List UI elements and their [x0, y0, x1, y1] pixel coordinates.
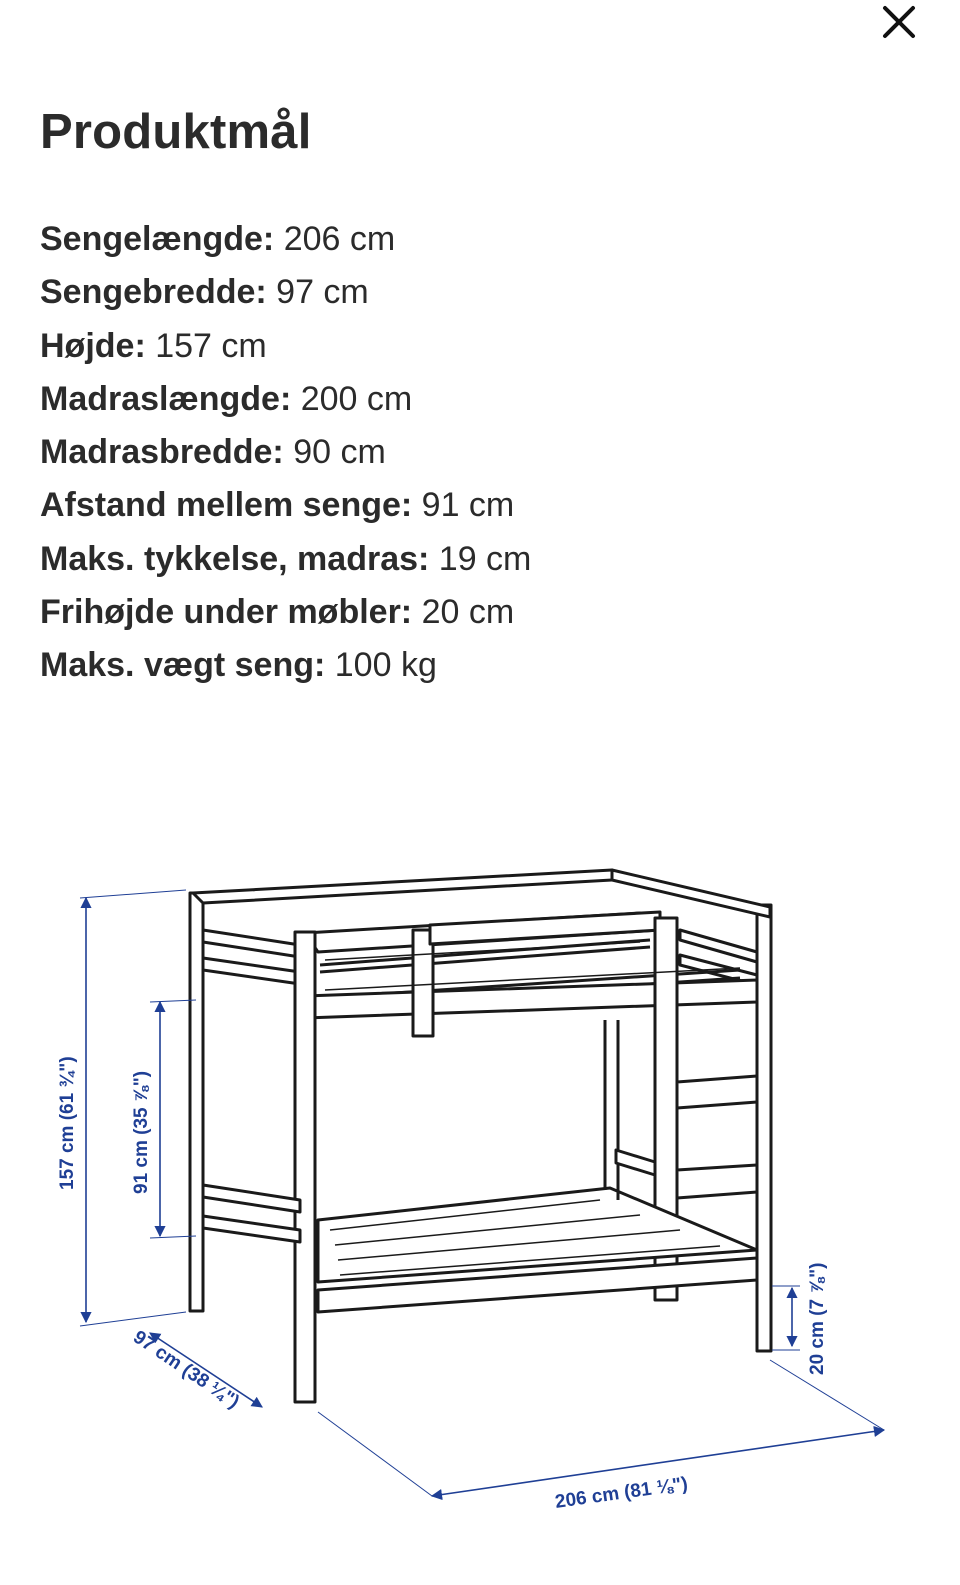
spec-value: 20 cm	[421, 593, 515, 632]
spec-value: 206 cm	[283, 220, 396, 258]
spec-label: Sengebredde:	[40, 273, 267, 312]
spec-label: Madraslængde:	[40, 379, 292, 418]
spec-value: 91 cm	[421, 486, 515, 525]
spec-row-height	[40, 323, 531, 376]
close-icon	[881, 4, 917, 40]
dim-label-length: 206 cm (81 ⅛")	[553, 1473, 690, 1513]
spec-row-bed-width	[40, 269, 531, 322]
spec-value: 100 kg	[334, 646, 437, 685]
dim-label-width: 97 cm (38 ¼")	[129, 1326, 243, 1413]
spec-row-distance-between-beds	[40, 482, 531, 535]
spec-row-clearance	[40, 589, 531, 642]
spec-label: Madrasbredde:	[40, 433, 284, 472]
close-button[interactable]	[874, 0, 924, 44]
bunk-bed-illustration	[190, 870, 771, 1402]
dim-label-clearance: 20 cm (7 ⅞")	[807, 1262, 828, 1375]
dim-label-height: 157 cm (61 ¾")	[57, 1056, 78, 1190]
spec-label: Afstand mellem senge:	[40, 486, 413, 525]
spec-row-mattress-length	[40, 376, 531, 429]
spec-value: 90 cm	[293, 433, 386, 472]
spec-label: Højde:	[40, 326, 146, 365]
bunk-bed-dimension-drawing	[0, 850, 960, 1570]
spec-label: Frihøjde under møbler:	[40, 593, 413, 632]
spec-label: Maks. tykkelse, madras:	[40, 539, 430, 578]
dim-label-between-beds: 91 cm (35 ⅞")	[131, 1070, 152, 1194]
page-title: Produktmål	[40, 105, 312, 159]
spec-list	[40, 216, 531, 696]
spec-label: Sengelængde:	[40, 220, 275, 258]
spec-value: 19 cm	[438, 539, 532, 578]
spec-value: 157 cm	[155, 326, 267, 365]
spec-value: 97 cm	[276, 273, 369, 312]
spec-value: 200 cm	[300, 379, 413, 418]
spec-row-mattress-width	[40, 429, 531, 482]
spec-row-max-mattress-thickness	[40, 536, 531, 589]
spec-label: Maks. vægt seng:	[40, 646, 326, 685]
spec-row-bed-length	[40, 216, 531, 269]
spec-row-max-weight	[40, 642, 531, 695]
